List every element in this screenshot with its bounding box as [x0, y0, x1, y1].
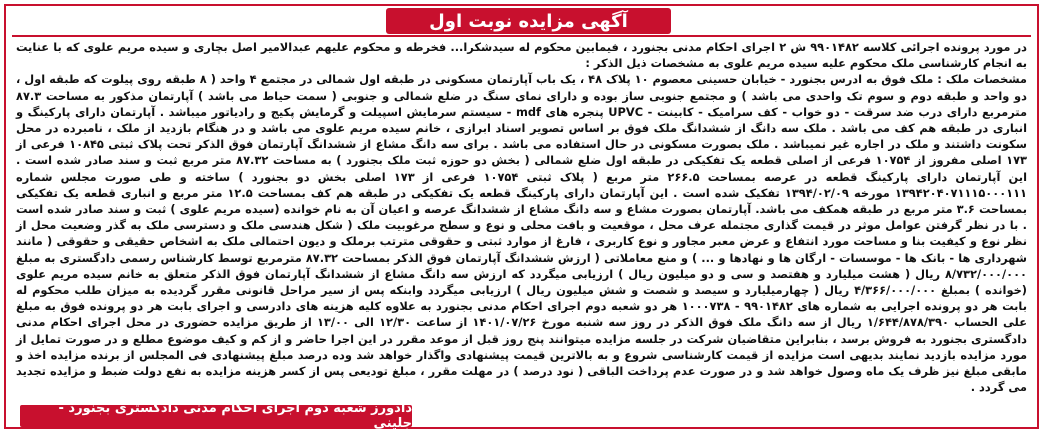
- title-divider: [12, 35, 1031, 37]
- notice-body: [16, 39, 1027, 395]
- notice-intro-paragraph: در مورد پرونده اجرائی کلاسه ۹۹۰۱۴۸۲ ش ۲ اجرای احکام مدنی بجنورد ، فیمابین محکوم له سیدشکرا... فخرطه و محکوم علیهم عبدالامیر اصل بچاری و سیده مریم علوی که با عنایت به انجام کارشناسی ملک محکوم علیه سیده مریم علوی به مشخصات ذیل الذکر :: [16, 40, 1027, 71]
- notice-title-banner: [386, 8, 671, 34]
- notice-title: آگهی مزایده نوبت اول: [429, 10, 628, 32]
- notice-footer-signature: دادورز شعبه دوم اجرای احکام مدنی دادگستری بجنورد - جلینی: [58, 401, 412, 431]
- notice-details-paragraph: مشخصات ملک : ملک فوق به ادرس بجنورد - خیابان حسینی معصوم ۱۰ پلاک ۴۸ ، یک باب آپارتمان مسکونی در طبقه اول شمالی در مجتمع ۴ واحد ( ۸ طبقه روی پیلوت که طبقه اول ، دو واحد و طبقه دوم و سوم تک واحدی می باشد ) و مجتمع جنوبی ساز بوده و دارای نمای سنگ در ضلع شمالی و جنوبی ( سمت حیاط می باشد ) آپارتمان مذکور به مساحت ۸۷.۳ مترمربع دارای درب ضد سرقت - دو خواب - کف سرامیک - کابینت - UPVC پنجره های mdf - سیستم سرمایش اسپیلت و گرمایش پکیج و رادیاتور میباشد . آپارتمان دارای پارکینگ و انباری در طبقه هم کف می باشد . ملک سه دانگ از ششدانگ ملک فوق بر اساس تصویر اسناد ابرازی ، خانم سیده مریم علوی می باشد و در هنگام بازدید از ملک ، نامبرده در محل سکونت داشتند و ملک در اجاره غیر نمیباشد . ملک بصورت مسکونی در حال استفاده می باشد . برای سه دانگ مشاع از ششدانگ آپارتمان فوق الذکر تحت پلاک ثبتی ۱۰۸۴۵ فرعی از ۱۷۳ اصلی مفروز از ۱۰۷۵۴ فرعی از اصلی قطعه یک تفکیکی در طبقه اول ضلع شمالی ( بخش دو حوزه ثبت ملک بجنورد ) به مساحت ۸۷.۳۲ متر مربع ثبت و سند صادر شده است . این آپارتمان دارای پارکینگ قطعه در عرصه بمساحت ۲۶۶.۵ متر مربع ( پلاک ثبتی ۱۰۷۵۴ فرعی از ۱۷۳ اصلی بخش دو بجنورد ) ساخته و طی صورت مجلس شماره ۱۳۹۴۲۰۴۰۷۱۱۱۵۰۰۰۱۱۱ مورخه ۱۳۹۴/۰۲/۰۹ تفکیک شده است . این آپارتمان دارای پارکینگ قطعه یک تفکیکی در طبقه هم کف بمساحت ۱۲.۵ متر مربع و انباری قطعه یک تفکیکی بمساحت ۳.۶ متر مربع در طبقه همکف می باشد. آپارتمان بصورت مشاع و سه دانگ مشاع از ششدانگ عرصه و اعیان آن به نام خوانده (سیده مریم علوی ) ثبت و سند صادر شده است . با در نظر گرفتن عوامل موثر در قیمت گذاری مجتمله عرف محل ، موقعیت و بافت محلی و نوع و سطح مرغوبیت ملک ( شکل هندسی ملک و دسترسی ملک به گذر وضعیت محل از نظر نوع و کیفیت بنا و مساحت مورد انتفاع و عرض معبر مجاور و نوع کاربری ، فارغ از موارد ثبتی و حقوقی مترتب برملک و دیون احتمالی ملک به اشخاص حقیقی و حقوقی ( مانند شهرداری ها - بانک ها - موسسات - ارگان ها و نهادها و ... ) و منع معاملاتی ( ارزش ششدانگ آپارتمان فوق الذکر بمساحت ۸۷.۳۲ مترمربع توسط کارشناس رسمی دادگستری به مبلغ ۸/۷۳۲/۰۰۰/۰۰۰ ریال ( هشت میلیارد و هفتصد و سی و دو میلیون ریال ) ارزیابی میگردد که ارزش سه دانگ مشاع از ششدانگ آپارتمان فوق الذکر متعلق به خانم سیده مریم علوی (خوانده ) بمبلغ ۴/۳۶۶/۰۰۰/۰۰۰ ریال ( چهارمیلیارد و سیصد و شصت و شش میلیون ریال ) ارزیابی میگردد وابنکه پس از سیر مراحل قانونی مقرر گردیده به میزان طلب محکوم له بابت هر دو پرونده اجرایی به شماره های ۹۹۰۱۴۸۲ - ۱۰۰۰۷۳۸ هر دو شعبه دوم اجرای احکام مدنی بجنورد به علاوه کلیه هزینه های دادرسی و اجرای بابت هر دو پرونده فوق به مبلغ علی الحساب ۱/۶۴۴/۸۷۸/۳۹۰ ریال از سه دانگ ملک فوق الذکر در روز سه شنبه مورخ ۱۴۰۱/۰۷/۲۶ از ساعت ۱۲/۳۰ الی ۱۳/۰۰ از طریق مزایده حضوری در محل اجرای احکام مدنی دادگستری بجنورد به فروش برسد ، بنابراین متقاضیان شرکت در جلسه مزایده میتوانند پنج روز قبل از موعد مقرر در این اجرا حاضر و از کم و کیف موضوع مطلع و در صورت تمایل از مورد مزایده بازدید نمایند بدیهی است مزایده از قیمت کارشناسی شروع و به بالاترین قیمت پیشنهادی واگذار خواهد شد وده درصد مبلغ پیشنهادی فی المجلس از برنده مزایده اخذ و مابقی مبلغ نیز ظرف یک ماه وصول خواهد شد و در صورت عدم پرداخت الباقی ( نود درصد ) در مهلت مقرر ، مبلغ تودیعی پس از کسر هزینه مزایده به نفع دولت ضبط و مزایده تجدید می گردد .: [16, 72, 1028, 395]
- notice-frame: [4, 4, 1039, 429]
- notice-footer-banner: [20, 401, 412, 431]
